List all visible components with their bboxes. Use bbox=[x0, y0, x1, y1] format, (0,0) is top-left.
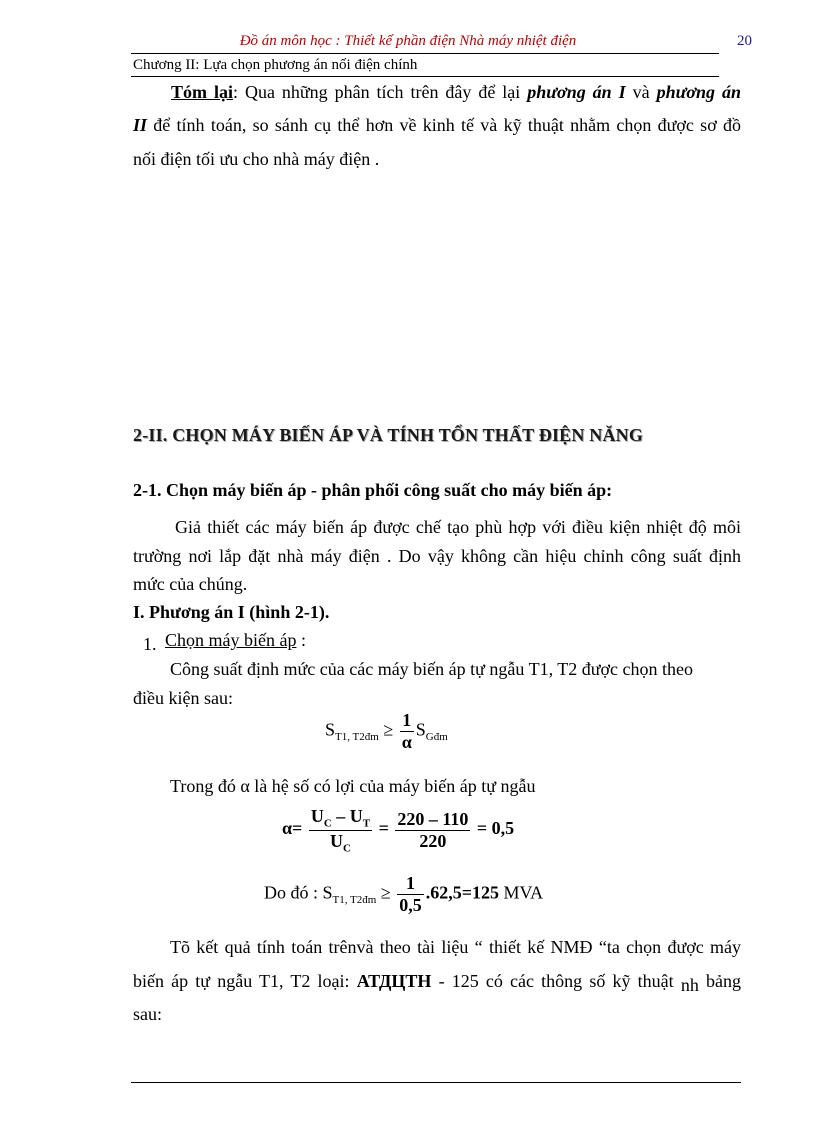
para1-line-1: Giả thiết các máy biến áp được chế tạo phù hợp với điều kiện nhiệt độ môi bbox=[175, 517, 741, 537]
summary-text-1: Qua những phân tích trên đây để lại bbox=[237, 82, 528, 102]
summary-line-1 bbox=[133, 78, 741, 107]
f2-ut: U bbox=[349, 806, 363, 826]
f1-s: S bbox=[325, 719, 336, 740]
chapter-rule bbox=[131, 76, 719, 77]
result-line-3: sau: bbox=[133, 1004, 162, 1024]
f2-numerator-1 bbox=[309, 806, 372, 831]
subsection-heading: 2-1. Chọn máy biến áp - phân phối công suất cho máy biến áp: bbox=[133, 480, 613, 500]
f3-numerator: 1 bbox=[397, 873, 424, 895]
f2-eq2: = bbox=[378, 818, 389, 839]
f2-fraction-1 bbox=[309, 806, 372, 854]
footer-rule bbox=[131, 1082, 741, 1083]
f2-numerator-2: 220 – 110 bbox=[397, 808, 469, 829]
summary-option-1: phương án I bbox=[527, 82, 626, 102]
transformer-model: АТДЦТН bbox=[356, 971, 432, 991]
f2-den-u: U bbox=[329, 830, 343, 851]
f1-sg-sub: Gđm bbox=[425, 731, 448, 744]
f2-denominator-2: 220 bbox=[419, 830, 447, 851]
f1-sg: S bbox=[415, 719, 426, 740]
document-header-title: Đồ án môn học : Thiết kế phần điện Nhà máy nhiệt điện bbox=[239, 33, 577, 49]
f2-result: = 0,5 bbox=[476, 818, 515, 839]
result-text-nh: nh bbox=[680, 975, 699, 995]
f1-geq: ≥ bbox=[383, 719, 394, 740]
summary-colon: : bbox=[232, 82, 238, 102]
f3-value: 125 bbox=[471, 882, 499, 903]
page-number: 20 bbox=[737, 33, 752, 49]
result-text-a: biến áp tự ngẫu T1, T2 loại: bbox=[133, 971, 357, 991]
where-text: Trong đó α là hệ số có lợi của máy biến áp tự ngẫu bbox=[170, 776, 536, 796]
summary-option-2a: phương án bbox=[656, 82, 741, 102]
para1-line-3: mức của chúng. bbox=[133, 574, 248, 594]
list-item-number: 1. bbox=[143, 634, 157, 654]
header-rule bbox=[131, 53, 719, 54]
summary-text-3: để tính toán, so sánh cụ thể hơn về kinh tế và kỹ thuật nhằm chọn được sơ đồ bbox=[147, 115, 741, 135]
f1-fraction bbox=[400, 710, 414, 753]
list-item-colon: : bbox=[296, 630, 306, 650]
f1-numerator: 1 bbox=[400, 710, 414, 732]
f3-prefix: Do đó : S bbox=[264, 882, 333, 903]
result-line-2 bbox=[133, 967, 741, 996]
f2-minus: – bbox=[331, 806, 350, 826]
list-item bbox=[165, 626, 306, 655]
f3-sub: T1, T2đm bbox=[332, 894, 377, 907]
list-item-label: Chọn máy biến áp bbox=[165, 630, 297, 650]
result-text-c: bảng bbox=[698, 971, 741, 991]
para2-line-1: Công suất định mức của các máy biến áp tự ngẫu T1, T2 được chọn theo bbox=[170, 659, 693, 679]
f2-uc-sub: C bbox=[323, 817, 332, 830]
section-heading: 2-II. CHỌN MÁY BIẾN ÁP VÀ TÍNH TỔN THẤT ĐIỆN NĂNG bbox=[133, 425, 644, 445]
f2-fraction-2 bbox=[395, 809, 470, 852]
f2-den-sub: C bbox=[342, 842, 351, 855]
f3-eq: = bbox=[461, 882, 472, 903]
formula-result bbox=[264, 873, 543, 916]
f2-uc: U bbox=[310, 806, 324, 826]
f2-alpha: α bbox=[282, 818, 293, 839]
option-heading: I. Phương án I (hình 2-1). bbox=[133, 602, 330, 622]
f3-fraction bbox=[397, 873, 424, 916]
f1-denominator: α bbox=[401, 732, 412, 752]
summary-label: Tóm lại bbox=[171, 82, 233, 102]
f2-ut-sub: T bbox=[362, 817, 371, 830]
formula-alpha bbox=[282, 806, 514, 854]
f3-rest: .62,5 bbox=[425, 882, 462, 903]
f3-unit: MVA bbox=[503, 882, 544, 903]
para1-line-2: trường nơi lắp đặt nhà máy điện . Do vậy không cần hiệu chỉnh công suất định bbox=[133, 546, 741, 566]
f3-denominator: 0,5 bbox=[399, 895, 422, 915]
f2-denominator-1 bbox=[309, 831, 372, 855]
result-text-b: - 125 có các thông số kỹ thuật bbox=[431, 971, 681, 991]
f3-geq: ≥ bbox=[380, 882, 391, 903]
chapter-title: Chương II: Lựa chọn phương án nối điện chính bbox=[133, 57, 418, 73]
summary-option-2b: II bbox=[133, 115, 148, 135]
f2-eq: = bbox=[292, 818, 303, 839]
formula-rated-power bbox=[325, 710, 448, 753]
summary-text-2: và bbox=[625, 82, 657, 102]
summary-line-2 bbox=[133, 111, 741, 140]
summary-line-3: nối điện tối ưu cho nhà máy điện . bbox=[133, 149, 380, 169]
para2-line-2: điều kiện sau: bbox=[133, 688, 233, 708]
f1-sub: T1, T2đm bbox=[335, 731, 379, 744]
result-line-1: Tõ kết quả tính toán trênvà theo tài liệu “ thiết kế NMĐ “ta chọn được máy bbox=[170, 937, 741, 957]
